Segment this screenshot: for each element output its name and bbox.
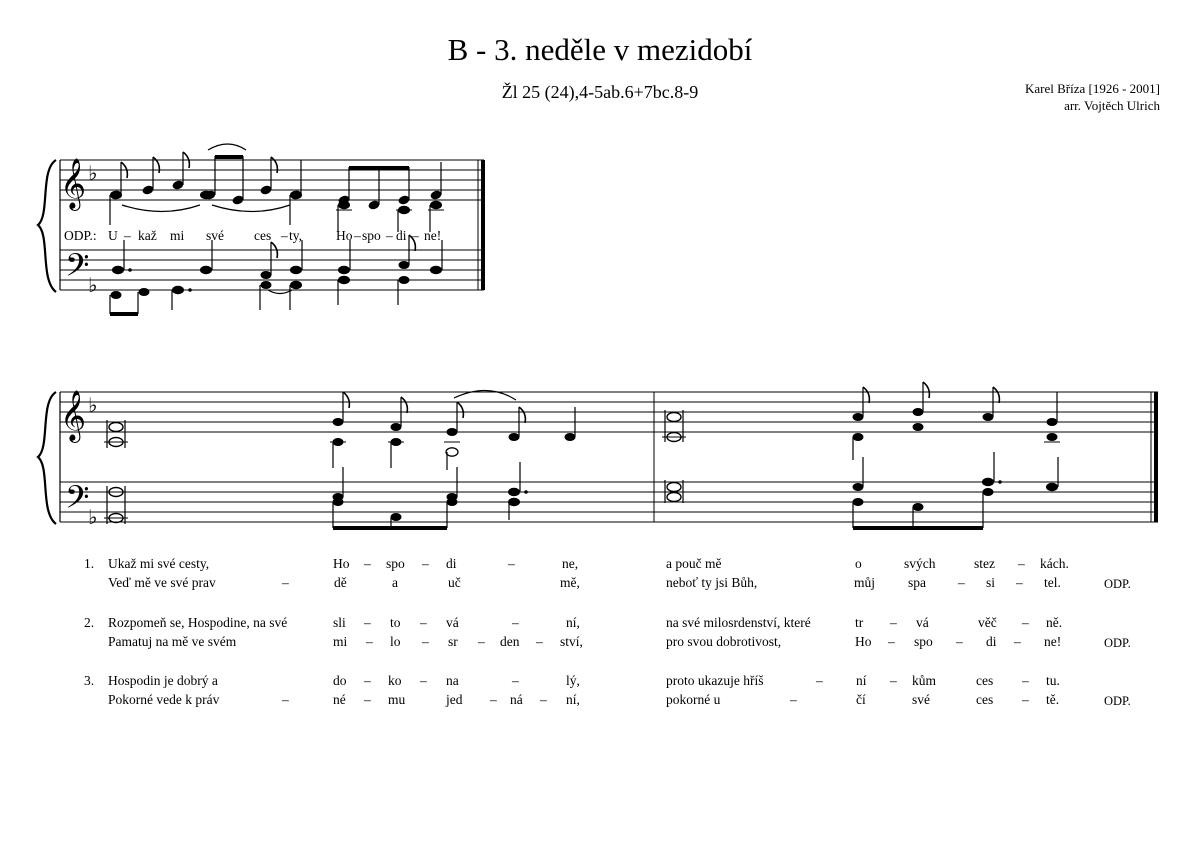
odp-marker: ODP. [1104, 694, 1131, 708]
verse-text: tel. [1044, 575, 1061, 590]
verse-text: – [364, 615, 371, 630]
verse-text: Pamatuj na mě ve svém [108, 634, 237, 649]
verse-text: – [422, 556, 429, 571]
dot [128, 268, 132, 272]
verse-text: pokorné u [666, 692, 721, 707]
verse-text: ces [976, 673, 994, 688]
tie [212, 205, 290, 212]
verse-text: – [816, 673, 823, 688]
verse-text: čí [856, 692, 866, 707]
beam [853, 526, 983, 530]
verse-text: – [956, 634, 963, 649]
verse-text: di [986, 634, 997, 649]
refrain-syllable: Ho [336, 228, 353, 243]
verse-text: – [958, 575, 965, 590]
verse-text: – [1014, 634, 1021, 649]
refrain-syllable: – [412, 228, 419, 243]
verse-text: mi [333, 634, 348, 649]
verse-number: 3. [84, 673, 95, 688]
verse-text: ne! [1044, 634, 1062, 649]
system-brace [38, 160, 56, 292]
bass-lower-stems [333, 492, 983, 528]
verse-text: – [366, 634, 373, 649]
slur [208, 144, 246, 150]
verse-text: uč [448, 575, 461, 590]
verse-text: mu [388, 692, 406, 707]
bass-lower-stems [110, 280, 398, 314]
verse-text: – [282, 692, 289, 707]
verse-text: spo [386, 556, 405, 571]
verse-text: proto ukazuje hříš [666, 673, 764, 688]
refrain-syllable: kaž [138, 228, 157, 243]
verse-text: mě, [560, 575, 580, 590]
verse-text: Hospodin je dobrý a [108, 673, 218, 688]
verse-text: na [446, 673, 459, 688]
bass-staff [60, 482, 1158, 522]
verse-text: to [390, 615, 401, 630]
verse-text: – [420, 615, 427, 630]
verse-text: – [364, 692, 371, 707]
verse-text: tr [855, 615, 864, 630]
bass-upper-voice [333, 478, 1059, 501]
psalm-system [38, 382, 1158, 530]
verse-text: ní, [566, 692, 580, 707]
verse-text: kách. [1040, 556, 1069, 571]
verse-text: jed [446, 692, 463, 707]
verse-text: – [1022, 692, 1029, 707]
verse-text: do [333, 673, 347, 688]
verse-text: – [364, 556, 371, 571]
refrain-syllable: ces [254, 228, 272, 243]
verse-text: – [422, 634, 429, 649]
page-title: B - 3. neděle v mezidobí [447, 32, 753, 67]
refrain-syllable: – [354, 228, 361, 243]
half-note [446, 448, 458, 456]
beam [110, 312, 138, 316]
verse-text: ne, [562, 556, 579, 571]
treble-lower-voice [110, 191, 442, 214]
verse-text: di [446, 556, 457, 571]
verse-text: tě. [1046, 692, 1060, 707]
treble-lower-stems [333, 437, 853, 470]
verse-text: lo [390, 634, 401, 649]
verse-text: ství, [560, 634, 583, 649]
verse-text: ná [510, 692, 523, 707]
arranger-name: arr. Vojtěch Ulrich [1064, 98, 1160, 113]
verse-text: – [1016, 575, 1023, 590]
tie [122, 205, 200, 212]
verse-text: Ho [333, 556, 350, 571]
verse-text: spo [914, 634, 933, 649]
composer-name: Karel Bříza [1926 - 2001] [1024, 81, 1160, 96]
verse-text: – [790, 692, 797, 707]
odp-marker: ODP. [1104, 577, 1131, 591]
verse-text: na své milosrdenství, které [666, 615, 811, 630]
dot [524, 490, 528, 494]
bass-lower-voice [333, 488, 994, 521]
beams [215, 155, 409, 170]
verse-text: Ho [855, 634, 872, 649]
refrain-syllable: spo [362, 228, 381, 243]
verse-text: svých [904, 556, 936, 571]
verse-text: – [1018, 556, 1025, 571]
bass-clef: 𝄢 [65, 249, 90, 291]
key-flat-bass: ♭ [88, 507, 98, 529]
verse-text: spa [908, 575, 926, 590]
odp-marker: ODP. [1104, 636, 1131, 650]
dot [998, 480, 1002, 484]
verse-text: – [420, 673, 427, 688]
verse-number: 2. [84, 615, 95, 630]
verse-text: – [512, 615, 519, 630]
refrain-syllable: mi [170, 228, 185, 243]
treble-lower-voice [333, 423, 1058, 446]
verse-text: – [282, 575, 289, 590]
verse-text: si [986, 575, 996, 590]
treble-upper-voice [109, 179, 442, 210]
verse-text: můj [854, 575, 876, 590]
treble-upper-voice [333, 408, 1058, 441]
verse-text: tu. [1046, 673, 1060, 688]
verse-text: sr [448, 634, 458, 649]
verse-text: Pokorné vede k práv [108, 692, 220, 707]
treble-clef: 𝄞 [60, 391, 87, 440]
verse-text: – [512, 673, 519, 688]
verse-text: kům [912, 673, 937, 688]
verse-text: pro svou dobrotivost, [666, 634, 782, 649]
verse-text: – [890, 673, 897, 688]
verse-text: a pouč mě [666, 556, 722, 571]
verse-text: sli [333, 615, 346, 630]
verse-text: – [478, 634, 485, 649]
verse-text: ní, [566, 615, 580, 630]
verse-text: Veď mě ve své prav [108, 575, 216, 590]
refrain-label: ODP.: [64, 228, 97, 243]
verse-text: věč [978, 615, 997, 630]
verse-text: – [536, 634, 543, 649]
refrain-syllable: – [386, 228, 393, 243]
refrain-syllable: U [108, 228, 118, 243]
note-flags [121, 152, 277, 178]
verse-text: a [392, 575, 398, 590]
key-flat-bass: ♭ [88, 275, 98, 297]
verse-text: neboť ty jsi Bůh, [666, 575, 758, 590]
verse-text: ní [856, 673, 867, 688]
refrain-syllable: di [396, 228, 407, 243]
refrain-syllable: ne! [424, 228, 442, 243]
treble-lower-stems [110, 195, 430, 232]
verse-text: Rozpomeň se, Hospodine, na své [108, 615, 288, 630]
verse-text: lý, [566, 673, 580, 688]
refrain-syllable: ty, [289, 228, 302, 243]
verse-text: né [333, 692, 346, 707]
verse-text: ces [976, 692, 994, 707]
verse-text: – [890, 615, 897, 630]
verse-text: Ukaž mi své cesty, [108, 556, 210, 571]
tie [268, 290, 292, 294]
verse-number: 1. [84, 556, 95, 571]
psalm-reference: Žl 25 (24),4-5ab.6+7bc.8-9 [501, 82, 699, 102]
verse-text: vá [446, 615, 459, 630]
verse-text: stez [974, 556, 995, 571]
system-brace [38, 392, 56, 524]
verse-text: den [500, 634, 520, 649]
ledger-lines [104, 437, 686, 518]
verse-text: – [540, 692, 547, 707]
verse-text: – [1022, 615, 1029, 630]
verse-text: ko [388, 673, 402, 688]
beam [333, 526, 447, 530]
verse-text: dě [334, 575, 347, 590]
verse-text: – [364, 673, 371, 688]
verse-text: o [855, 556, 862, 571]
refrain-syllable: – [124, 228, 131, 243]
verse-text: vá [916, 615, 929, 630]
verse-text: své [912, 692, 930, 707]
verse-text: ně. [1046, 615, 1063, 630]
key-flat-treble: ♭ [88, 163, 98, 185]
verse-text: – [508, 556, 515, 571]
verse-text: – [888, 634, 895, 649]
key-flat-treble: ♭ [88, 395, 98, 417]
refrain-syllable: své [206, 228, 224, 243]
refrain-syllable: – [281, 228, 288, 243]
dot [188, 288, 192, 292]
bass-clef: 𝄢 [65, 481, 90, 523]
verse-text: – [1022, 673, 1029, 688]
treble-staff [60, 160, 484, 200]
verse-text: – [490, 692, 497, 707]
treble-clef: 𝄞 [60, 159, 87, 208]
bass-upper-stems [343, 452, 1058, 497]
